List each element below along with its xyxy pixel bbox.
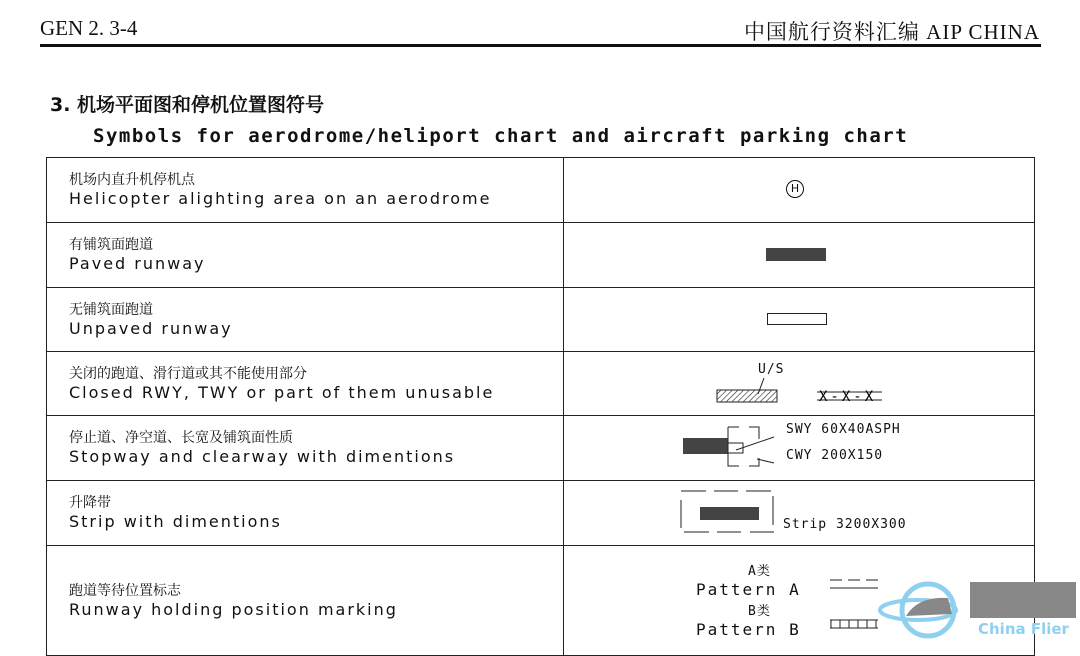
table-row — [47, 223, 1035, 288]
row-label-en: Stopway and clearway with dimentions — [69, 447, 456, 466]
table-row — [47, 481, 1035, 546]
header-rule — [40, 44, 1041, 47]
row-label-zh: 跑道等待位置标志 — [69, 582, 181, 599]
pattern-a-zh: A类 — [748, 564, 771, 579]
unpaved-runway-icon — [767, 313, 827, 325]
table-row — [47, 416, 1035, 481]
pattern-b-zh: B类 — [748, 604, 771, 619]
row-label-en: Closed RWY, TWY or part of them unusable — [69, 382, 495, 402]
row-label-zh: 有铺筑面跑道 — [69, 237, 153, 253]
pattern-a-label: Pattern A — [696, 580, 801, 599]
page-number: GEN 2. 3-4 — [40, 16, 138, 40]
row-label-en: Paved runway — [69, 254, 206, 273]
row-label-en: Helicopter alighting area on an aerodrome — [69, 189, 492, 208]
svg-text:X-X-X: X-X-X — [819, 389, 877, 405]
table-row — [47, 158, 1035, 223]
swy-label: SWY 60X40ASPH — [786, 422, 901, 437]
row-label-en: Unpaved runway — [69, 318, 233, 338]
strip-label: Strip 3200X300 — [783, 517, 907, 532]
section-title-en: Symbols for aerodrome/heliport chart and aircraft parking chart — [93, 125, 909, 147]
row-label-zh: 停止道、净空道、长宽及铺筑面性质 — [69, 430, 293, 446]
section-title-zh: 3. 机场平面图和停机位置图符号 — [50, 94, 325, 116]
publication-title: 中国航行资料汇编 AIP CHINA — [743, 20, 1040, 44]
helicopter-symbol-icon: H — [786, 180, 804, 198]
row-label-zh: 升降带 — [69, 495, 111, 511]
table-row — [47, 288, 1035, 352]
holding-pattern-icons — [828, 576, 880, 632]
china-flier-watermark-logo — [878, 580, 1078, 650]
us-label: U/S — [758, 362, 785, 377]
cwy-label: CWY 200X150 — [786, 448, 884, 463]
strip-icon — [676, 487, 781, 537]
row-label-zh: 机场内直升机停机点 — [69, 172, 195, 188]
row-label-en: Runway holding position marking — [69, 599, 398, 619]
closed-runway-icon — [714, 374, 894, 406]
table-row — [47, 352, 1035, 416]
stopway-clearway-icon — [679, 422, 789, 472]
paved-runway-icon — [766, 248, 826, 261]
pattern-b-label: Pattern B — [696, 620, 801, 639]
svg-text:China Flier: China Flier — [978, 620, 1069, 638]
row-label-en: Strip with dimentions — [69, 512, 282, 531]
row-label-zh: 无铺筑面跑道 — [69, 301, 153, 318]
row-label-zh: 关闭的跑道、滑行道或其不能使用部分 — [69, 365, 307, 382]
